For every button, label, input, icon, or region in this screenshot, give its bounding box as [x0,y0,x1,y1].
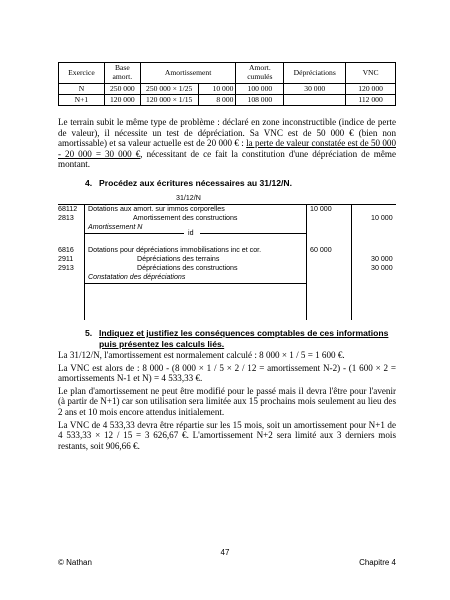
question-text: Indiquez et justifiez les conséquences comptables de ces informations [99,328,389,338]
table-cell: 112 000 [346,95,396,106]
table-header-row [59,63,396,84]
underlined-text: la perte de valeur constatée est de 50 000 - 20 000 = 30 000 € [58,138,396,159]
header-vnc: VNC [346,63,396,84]
entry-separator: id [188,229,194,237]
credit-amount: 30 000 [371,255,393,263]
footer-chapter: Chapitre 4 [359,558,396,567]
page-number: 47 [220,548,230,557]
account-number: 2913 [58,264,74,272]
entry-separator-line [200,233,306,234]
header-amortissement: Amortissement [140,63,236,84]
credit-amount: 30 000 [371,264,393,272]
footer-publisher: © Nathan [58,558,92,567]
entry-caption: Constatation des dépréciations [88,273,186,281]
header-amort-cumules: Amort. cumulés [236,63,284,84]
question-number: 5. [85,328,93,338]
account-label: Dotations aux amort. sur immos corporelles [88,205,225,213]
answer-block [58,350,396,451]
account-label: Dépréciations des terrains [137,255,220,263]
entry-bottom-line [84,283,306,284]
answer-paragraph: Le plan d'amortissement ne peut être modifié pour le passé mais il devra l'être pour l'avenir (à partir de N+1) car son utilisation sera limitée aux 15 prochains mois seulement au lieu des 2 ans et 10 mois encore attendus initialement. [58,385,396,417]
account-label: Amortissement des constructions [133,214,238,222]
table-cell: 100 000 [236,84,284,95]
amortization-table [58,62,396,106]
answer-paragraph: La VNC est alors de : 8 000 - (8 000 × 1 / 5 × 2 / 12 = amortissement N-2) - (1 600 × 2 = amortissements N-1 et N) = 4 533,33 €. [58,362,396,384]
table-cell [284,95,346,106]
header-base-amort: Base amort. [104,63,140,84]
table-cell: 108 000 [236,95,284,106]
header-depreciations: Dépréciations [284,63,346,84]
journal-entries [58,194,396,320]
question-text: Procédez aux écritures nécessaires au 31/12/N. [99,178,292,188]
table-cell: 250 000 [104,84,140,95]
answer-paragraph: La VNC de 4 533,33 devra être répartie sur les 15 mois, soit un amortissement pour N+1 de 4 533,33 × 12 / 15 = 3 626,67 €. L'amortissement N+2 sera limité aux 3 derniers mois restants, soit 906,66 €. [58,419,396,451]
account-number: 2813 [58,214,74,222]
answer-paragraph: La 31/12/N, l'amortissement est normalement calculé : 8 000 × 1 / 5 = 1 600 €. [58,350,345,360]
question-5 [85,328,396,349]
credit-amount: 10 000 [371,214,393,222]
journal-divider [84,204,85,320]
debit-amount: 60 000 [310,246,332,254]
table-cell: 120 000 [104,95,140,106]
entry-caption: Amortissement N [88,223,143,231]
question-4 [85,178,292,189]
table-cell: N+1 [59,95,105,106]
account-label: Dépréciations des constructions [137,264,238,272]
table-cell: 10 000 [198,84,236,95]
journal-divider [351,204,352,320]
table-cell: 120 000 × 1/15 [140,95,198,106]
table-cell: 30 000 [284,84,346,95]
account-number: 68112 [58,205,78,213]
paragraph-text: Le terrain subit le même type de problème : déclaré en zone inconstructible (indice de perte de valeur), il nécessite un test de dépréciation. Sa VNC est de 50 000 € (bien non amortissable) et sa valeur actuelle est de 20 000 € : [58,117,396,149]
table-cell: N [59,84,105,95]
account-number: 2911 [58,255,74,263]
paragraph-text: , nécessitant de ce fait la constitution d'une dépréciation de même montant. [58,148,396,170]
header-exercice: Exercice [59,63,105,84]
table-row [59,95,396,106]
terrain-paragraph [58,117,396,170]
account-label: Dotations pour dépréciations immobilisations inc et cor. [88,246,262,254]
debit-amount: 10 000 [310,205,332,213]
table-row [59,84,396,95]
journal-date: 31/12/N [176,194,201,202]
question-text: puis présentez les calculs liés. [99,338,225,349]
journal-divider [306,204,307,320]
question-number: 4. [85,178,93,188]
table-cell: 250 000 × 1/25 [140,84,198,95]
entry-separator-line [84,233,184,234]
table-cell: 8 000 [198,95,236,106]
account-number: 6816 [58,246,74,254]
table-cell: 120 000 [346,84,396,95]
